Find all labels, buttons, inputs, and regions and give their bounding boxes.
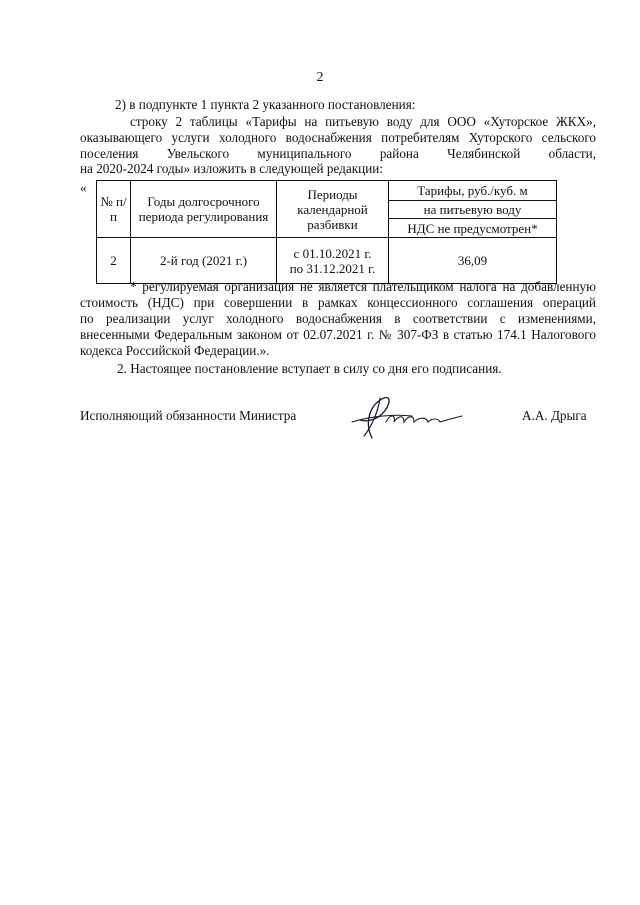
header-periods: Периоды календарной разбивки <box>277 181 389 238</box>
header-drinking-water: на питьевую воду <box>389 201 557 219</box>
tariff-table <box>96 180 557 284</box>
table-row <box>97 238 557 284</box>
signatory-name: А.А. Дрыга <box>522 408 587 423</box>
header-tariffs: Тарифы, руб./куб. м <box>389 181 557 201</box>
intro-line-3: поселения Увельского муниципального района Челябинской области, <box>80 146 596 161</box>
amendment-point: 2) в подпункте 1 пункта 2 указанного постановления: <box>115 97 416 112</box>
footnote-line-2: стоимость (НДС) при совершении в рамках концессионного соглашения операций <box>80 295 596 310</box>
signatory-position: Исполняющий обязанности Министра <box>80 408 297 423</box>
table-header-row <box>97 181 557 201</box>
intro-line-2: оказывающего услуги холодного водоснабжения потребителям Хуторского сельского <box>80 130 596 145</box>
footnote-line-3: по реализации услуг холодного водоснабжения в соответствии с изменениями, <box>80 311 596 326</box>
period-from: с 01.10.2021 г. <box>293 245 372 261</box>
page-number: 2 <box>316 70 324 85</box>
header-number: № п/п <box>97 181 131 238</box>
intro-line-1: строку 2 таблицы «Тарифы на питьевую воду для ООО «Хуторское ЖКХ», <box>130 114 596 129</box>
cell-number: 2 <box>97 238 131 284</box>
cell-year: 2-й год (2021 г.) <box>131 238 277 284</box>
cell-tariff-value: 36,09 <box>389 238 557 284</box>
handwritten-signature <box>342 392 470 442</box>
effective-date-point: 2. Настоящее постановление вступает в силу со дня его подписания. <box>117 361 502 376</box>
footnote-line-5: кодекса Российской Федерации.». <box>80 343 270 358</box>
cell-period <box>277 238 389 284</box>
footnote-line-4: внесенными Федеральным законом от 02.07.2021 г. № 307-ФЗ в статью 174.1 Налогового <box>80 327 596 342</box>
footnote-line-1: * регулируемая организация не является плательщиком налога на добавленную <box>130 279 596 294</box>
period-to: по 31.12.2021 г. <box>289 260 376 276</box>
intro-line-4: на 2020-2024 годы» изложить в следующей редакции: <box>80 161 383 176</box>
open-quote-mark: « <box>80 180 87 195</box>
header-years: Годы долгосрочного периода регулирования <box>131 181 277 238</box>
header-vat: НДС не предусмотрен* <box>389 219 557 238</box>
